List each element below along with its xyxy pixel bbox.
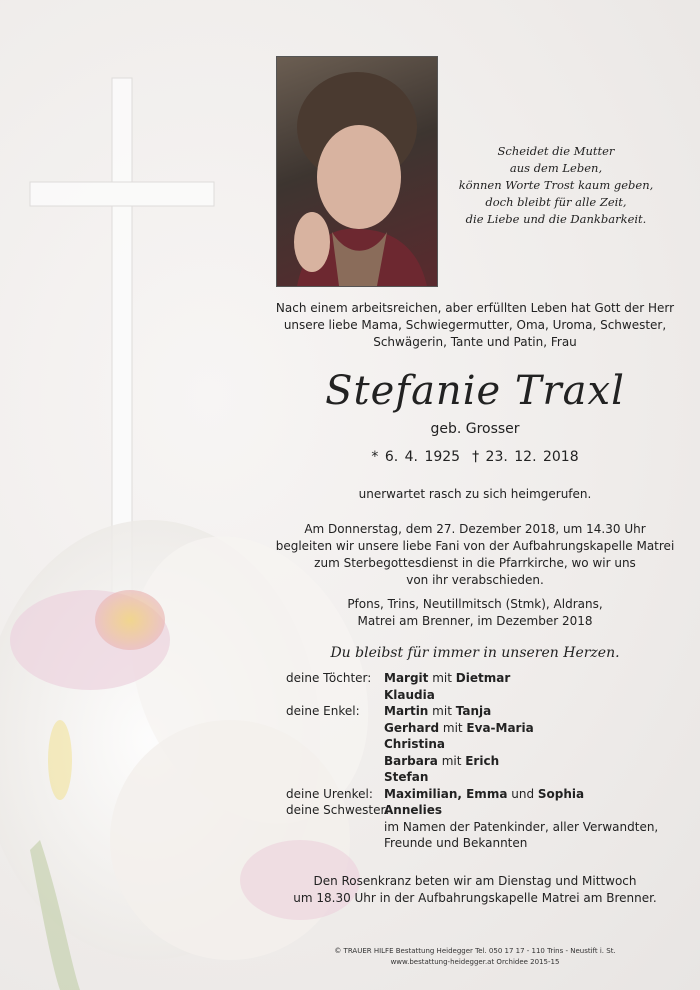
mourner-role xyxy=(286,769,384,786)
places-text xyxy=(250,596,700,630)
mourner-names: Freunde und Bekannten xyxy=(384,836,528,850)
rosary-line: um 18.30 Uhr in der Aufbahrungskapelle Matrei am Brenner. xyxy=(293,891,657,905)
poem-line: die Liebe und die Dankbarkeit. xyxy=(465,212,647,226)
mourner-names: Maximilian, Emma und Sophia xyxy=(384,786,585,801)
mourner-row xyxy=(286,786,686,803)
mourner-row xyxy=(286,670,686,687)
portrait-photo xyxy=(276,56,438,287)
rosary-text xyxy=(250,873,700,907)
mourner-role: deine Urenkel: xyxy=(286,786,373,801)
poem-line: aus dem Leben, xyxy=(509,161,603,175)
deceased-name: Stefanie Traxl xyxy=(325,368,625,414)
poem-line: doch bleibt für alle Zeit, xyxy=(485,195,627,209)
intro-text xyxy=(250,300,700,351)
mourner-role: deine Töchter: xyxy=(286,671,372,685)
called-home-text: unerwartet rasch zu sich heimgerufen. xyxy=(358,487,592,501)
mourner-role xyxy=(286,835,384,852)
places-line: Pfons, Trins, Neutillmitsch (Stmk), Aldrans, xyxy=(347,597,603,611)
mourner-names: Gerhard mit Eva-Maria xyxy=(384,720,534,735)
mourner-row xyxy=(286,687,686,704)
mourner-role: deine Enkel: xyxy=(286,704,360,718)
mourner-role xyxy=(286,819,384,836)
birth-date: * 6. 4. 1925 xyxy=(371,449,461,465)
mourners-list xyxy=(286,670,686,852)
mourner-names: Christina xyxy=(384,737,446,751)
mourner-role xyxy=(286,736,384,753)
mourner-names: Barbara mit Erich xyxy=(384,753,500,768)
mourner-role: deine Schwester: xyxy=(286,803,390,817)
birth-name: geb. Grosser xyxy=(430,421,520,437)
mourner-names: Klaudia xyxy=(384,687,435,702)
mourner-row xyxy=(286,769,686,786)
poem-line: können Worte Trost kaum geben, xyxy=(458,178,654,192)
funeral-text xyxy=(250,521,700,589)
footer-line: www.bestattung-heidegger.at Orchidee 2015-15 xyxy=(390,958,560,966)
intro-line: Nach einem arbeitsreichen, aber erfüllten Leben hat Gott der Herr xyxy=(275,301,675,315)
mourner-row xyxy=(286,720,686,737)
funeral-line: begleiten wir unsere liebe Fani von der Aufbahrungskapelle Matrei xyxy=(275,539,675,553)
rosary-line: Den Rosenkranz beten wir am Dienstag und Mittwoch xyxy=(313,874,637,888)
mourner-row xyxy=(286,753,686,770)
poem-line: Scheidet die Mutter xyxy=(497,144,615,158)
intro-line: Schwägerin, Tante und Patin, Frau xyxy=(373,335,577,349)
mourner-names: Margit mit Dietmar xyxy=(384,671,511,685)
mourner-row xyxy=(286,703,686,720)
life-dates xyxy=(250,449,700,465)
mourner-row xyxy=(286,819,686,836)
poem xyxy=(440,143,672,228)
motto: Du bleibst für immer in unseren Herzen. xyxy=(330,645,620,661)
mourner-row xyxy=(286,802,686,819)
death-date: † 23. 12. 2018 xyxy=(472,449,579,465)
footer-line: © TRAUER HILFE Bestattung Heidegger Tel. 050 17 17 - 110 Trins - Neustift i. St. xyxy=(334,947,616,955)
funeral-line: zum Sterbegottesdienst in die Pfarrkirche, wo wir uns xyxy=(314,556,636,570)
mourner-names: Annelies xyxy=(384,803,443,817)
mourner-role xyxy=(286,687,384,704)
mourner-row xyxy=(286,835,686,852)
funeral-line: Am Donnerstag, dem 27. Dezember 2018, um 14.30 Uhr xyxy=(304,522,646,536)
intro-line: unsere liebe Mama, Schwiegermutter, Oma, Uroma, Schwester, xyxy=(283,318,667,332)
mourner-names: Martin mit Tanja xyxy=(384,704,492,718)
places-line: Matrei am Brenner, im Dezember 2018 xyxy=(357,614,593,628)
funeral-line: von ihr verabschieden. xyxy=(406,573,544,587)
mourner-role xyxy=(286,720,384,737)
mourner-names: Stefan xyxy=(384,770,429,784)
mourner-row xyxy=(286,736,686,753)
mourner-names: im Namen der Patenkinder, aller Verwandten, xyxy=(384,819,659,834)
mourner-role xyxy=(286,753,384,770)
footer xyxy=(250,946,700,968)
